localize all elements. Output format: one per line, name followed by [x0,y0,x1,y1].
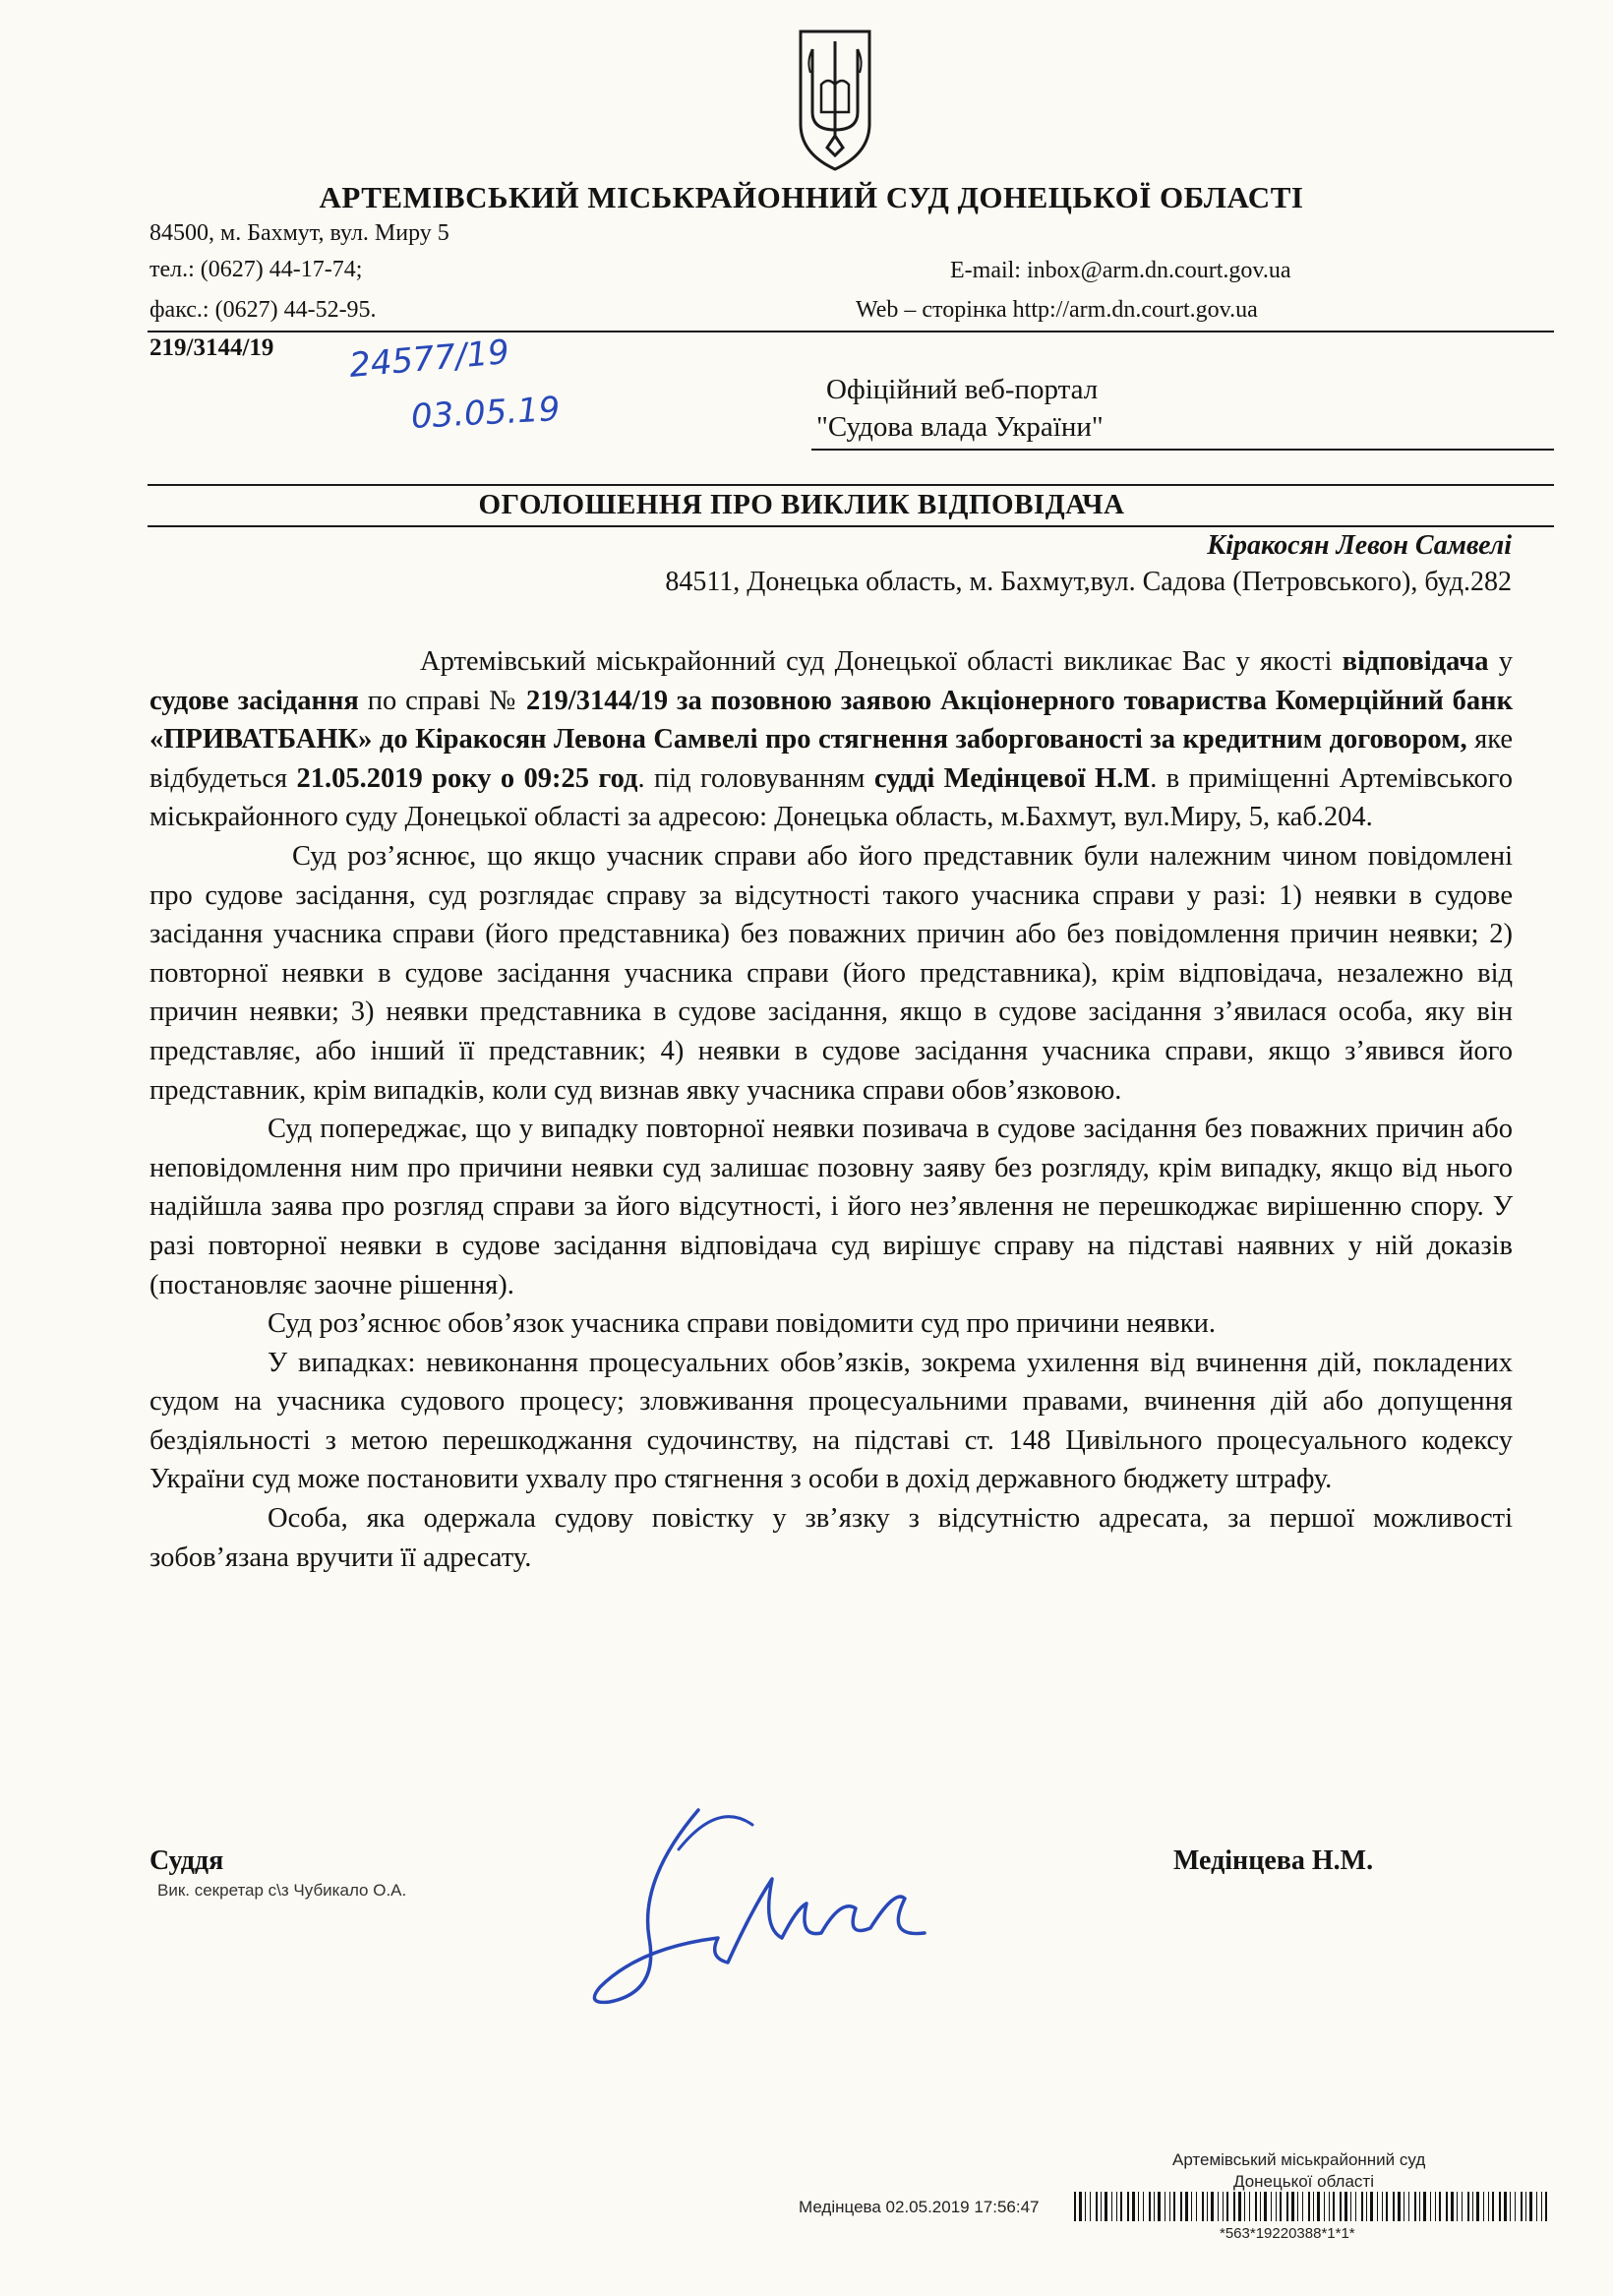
barcode-bar [1476,2192,1479,2221]
court-phone: тел.: (0627) 44-17-74; [149,257,363,282]
barcode-bar [1545,2192,1547,2221]
barcode-bar [1260,2192,1261,2221]
heading-rule-top [148,484,1554,486]
stamp-court-line-1: Артемівський міськрайонний суд [1172,2150,1426,2169]
case-number: 219/3144/19 [149,334,274,361]
barcode-bar [1350,2192,1351,2221]
barcode-bar [1472,2192,1473,2221]
court-address: 84500, м. Бахмут, вул. Миру 5 [149,220,449,246]
barcode-bar [1467,2192,1469,2221]
barcode-bar [1238,2192,1241,2221]
paragraph-warning: Суд попереджає, що у випадку повторної неявки позивача в судове засідання без поважних причин або неповідомлення ним про причини неявки суд залишає позовну заяву без розгляду, крім випадку, якщо від нього надійшла заява про розгляд справи за його відсутності, і його нез’явлення не перешкоджає вирішенню спору. У разі повторної неявки в судове засідання відповідача суд вирішує справу на підставі наявних у ній доказів (постановляє заочне рішення). [149,1114,1513,1300]
barcode-bar [1280,2192,1282,2221]
barcode-bar [1355,2192,1356,2221]
barcode-bar [1111,2192,1112,2221]
barcode-bar [1382,2192,1383,2221]
judge-name: Медінцева Н.М. [1173,1845,1374,1876]
notice-body [149,642,1513,1577]
barcode-bar [1329,2192,1330,2221]
barcode-bar [1297,2192,1298,2221]
portal-underline [811,449,1554,451]
barcode-bar [1361,2192,1363,2221]
judge-label: Суддя [149,1845,224,1876]
barcode-bar [1457,2192,1458,2221]
barcode-bar [1180,2192,1182,2221]
barcode-bar [1138,2192,1139,2221]
barcode-bar [1541,2192,1542,2221]
barcode-bar [1233,2192,1235,2221]
barcode-bar [1536,2192,1537,2221]
barcode-bar [1408,2192,1409,2221]
header-divider [148,331,1554,332]
court-website: Web – сторінка http://arm.dn.court.gov.ua [856,297,1258,323]
barcode-bar [1370,2192,1373,2221]
barcode-bar [1185,2192,1188,2221]
barcode-bar [1344,2192,1347,2221]
barcode-bar [1127,2192,1129,2221]
secretary-note: Вик. секретар с\з Чубикало О.А. [157,1881,407,1900]
barcode-bar [1264,2192,1267,2221]
barcode-bar [1191,2192,1192,2221]
barcode-bar [1439,2192,1441,2221]
coat-of-arms-icon [795,28,875,173]
stamp-registration: Медінцева 02.05.2019 17:56:47 [799,2198,1040,2216]
barcode-bar [1435,2192,1436,2221]
barcode-bar [1101,2192,1102,2221]
barcode-text: *563*19220388*1*1* [1220,2225,1355,2242]
paragraph-summons: Артемівський міськрайонний суд Донецької області викликає Вас у якості відповідача у судове засідання по справі № 219/3144/19 за позовною заявою Акціонерного товариства Комерційний банк «ПРИВАТБАНК» до Кіракосян Левона Самвелі про стягнення заборгованості за кредитним договором, яке відбудеться 21.05.2019 року о 09:25 год. під головуванням судді Медінцевої Н.М. в приміщенні Артемівського міськрайонного суду Донецької області за адресою: Донецька область, м.Бахмут, вул.Миру, 5, каб.204. [149,646,1514,833]
barcode-bar [1090,2192,1091,2221]
barcode-bar [1419,2192,1420,2221]
barcode-bar [1340,2192,1342,2221]
barcode-bar [1079,2192,1082,2221]
barcode-bar [1313,2192,1314,2221]
barcode-bar [1398,2192,1401,2221]
barcode-bar [1430,2192,1431,2221]
barcode-bar [1105,2192,1107,2221]
barcode-bar [1226,2192,1228,2221]
barcode-bar [1366,2192,1367,2221]
handwritten-registration-date: 03.05.19 [410,390,562,437]
court-fax: факс.: (0627) 44-52-95. [149,297,377,323]
paragraph-obligation: Суд роз’яснює обов’язок учасника справи повідомити суд про причини неявки. [268,1308,1216,1340]
barcode-bar [1132,2192,1135,2221]
barcode-bar [1207,2192,1208,2221]
recipient-address: 84511, Донецька область, м. Бахмут,вул. Садова (Петровського), буд.282 [665,567,1512,597]
recipient-name: Кіракосян Левон Самвелі [1207,530,1512,561]
barcode-bar [1291,2192,1294,2221]
barcode-bar [1317,2192,1320,2221]
portal-line-1: Офіційний веб-портал [826,374,1099,405]
barcode-bar [1249,2192,1250,2221]
notice-heading: ОГОЛОШЕННЯ ПРО ВИКЛИК ВІДПОВІДАЧА [478,489,1125,520]
barcode-bar [1218,2192,1219,2221]
barcode-bar [1286,2192,1288,2221]
barcode-bar [1446,2192,1448,2221]
barcode-bar [1169,2192,1170,2221]
barcode-bar [1423,2192,1426,2221]
barcode-bar [1504,2192,1507,2221]
barcode-bar [1324,2192,1325,2221]
barcode-bar [1149,2192,1151,2221]
barcode-bar [1302,2192,1303,2221]
barcode-bar [1154,2192,1155,2221]
barcode-bar [1492,2192,1494,2221]
handwritten-registration-number: 24577/19 [347,332,511,387]
barcode-bar [1143,2192,1144,2221]
barcode-bar [1308,2192,1310,2221]
court-name: АРТЕМІВСЬКИЙ МІСЬКРАЙОННИЙ СУД ДОНЕЦЬКОЇ ОБЛАСТІ [319,180,1304,214]
paragraph-delivery: Особа, яка одержала судову повістку у зв’язку з відсутністю адресата, за першої можливості зобов’язана вручити її адресату. [149,1503,1513,1573]
barcode-bar [1244,2192,1245,2221]
portal-line-2: "Судова влада України" [816,411,1104,443]
barcode-bar [1116,2192,1117,2221]
barcode-bar [1223,2192,1224,2221]
barcode-bar [1521,2192,1523,2221]
barcode-bar [1096,2192,1098,2221]
barcode-bar [1074,2192,1076,2221]
barcode-bar [1515,2192,1516,2221]
judge-signature [580,1790,944,2017]
heading-rule-bottom [148,525,1554,527]
barcode-bar [1414,2192,1416,2221]
court-email: E-mail: inbox@arm.dn.court.gov.ua [950,258,1291,283]
barcode-bar [1211,2192,1214,2221]
barcode-bar [1255,2192,1257,2221]
barcode-bar [1462,2192,1463,2221]
barcode-bar [1393,2192,1395,2221]
barcode [1074,2192,1551,2221]
barcode-bar [1529,2192,1532,2221]
barcode-bar [1196,2192,1197,2221]
stamp-court-line-2: Донецької області [1233,2172,1374,2191]
barcode-bar [1276,2192,1277,2221]
barcode-bar [1271,2192,1272,2221]
barcode-bar [1085,2192,1086,2221]
barcode-bar [1173,2192,1175,2221]
barcode-bar [1525,2192,1526,2221]
paragraph-penalty: У випадках: невиконання процесуальних обов’язків, зокрема ухилення від вчинення дій, покладених судом на учасника судового процесу; зловживання процесуальними правами, вчинення дій або допущення бездіяльності з метою перешкоджання судочинству, на підставі ст. 148 Цивільного процесуального кодексу України суд може постановити ухвалу про стягнення з особи в дохід державного бюджету штрафу. [149,1347,1513,1495]
barcode-bar [1377,2192,1378,2221]
barcode-bar [1483,2192,1484,2221]
barcode-bar [1499,2192,1501,2221]
barcode-bar [1158,2192,1161,2221]
paragraph-absence-rules: Суд роз’яснює, що якщо учасник справи або його представник були належним чином повідомлені про судове засідання, суд розглядає справу за відсутності такого учасника справи у разі: 1) неявки в судове засідання учасника справи (його представника) без поважних причин або без повідомлення причин неявки; 2) повторної неявки в судове засідання учасника справи (його представника), крім відповідача, незалежно від причин неявки; 3) неявки представника в судове засідання, якщо в судове засідання з’явилася особа, яку він представляє, або інший її представник; 4) неявки в судове засідання учасника справи, якщо з’явився його представник, крім випадків, коли суд визнав явку учасника справи обов’язковою. [149,840,1513,1106]
barcode-bar [1333,2192,1335,2221]
barcode-bar [1202,2192,1204,2221]
barcode-bar [1120,2192,1122,2221]
barcode-bar [1386,2192,1388,2221]
barcode-bar [1451,2192,1454,2221]
barcode-bar [1510,2192,1511,2221]
barcode-bar [1488,2192,1489,2221]
